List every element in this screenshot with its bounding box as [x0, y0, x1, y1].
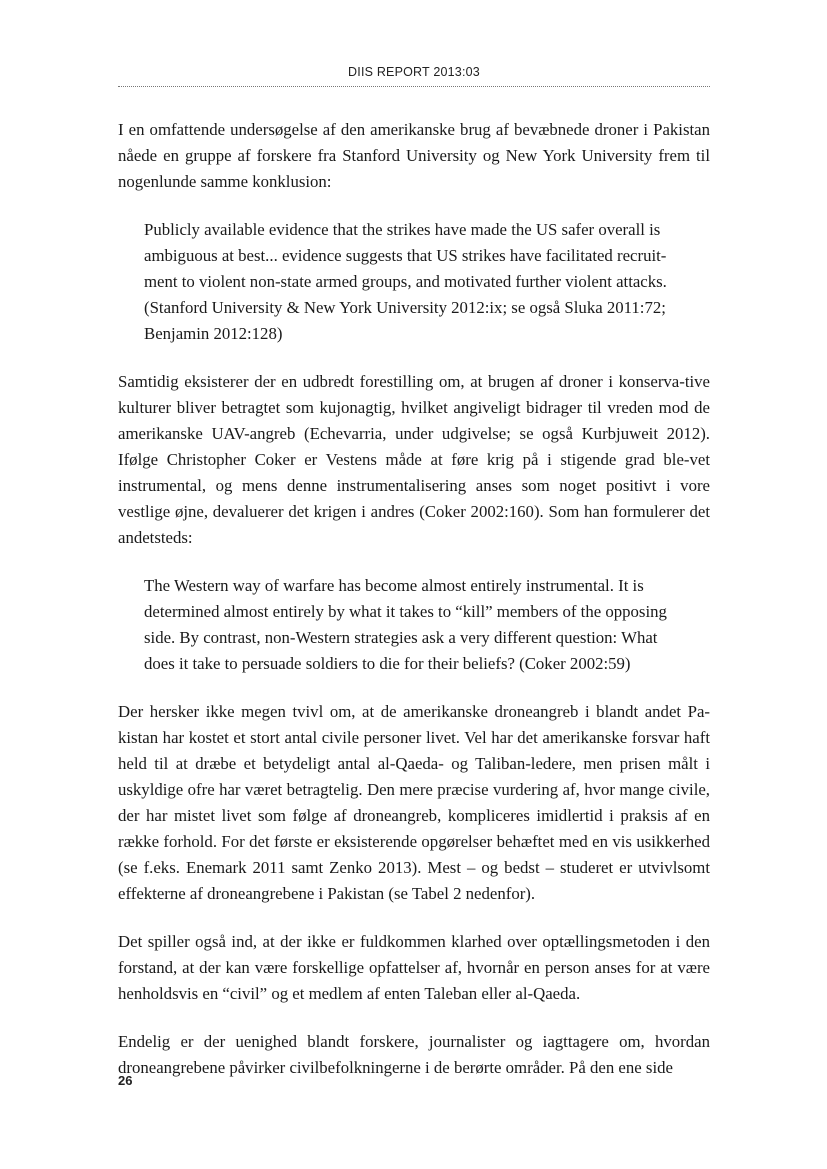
paragraph-4: Det spiller også ind, at der ikke er fuldkommen klarhed over optællingsmetoden i den forstand, at der kan være forskellige opfattelser af, hvornår en person anses for at være henholdsvis en “civil” og et medlem af enten Taleban eller al-Qaeda.: [118, 932, 710, 1003]
paragraph-3: Der hersker ikke megen tvivl om, at de amerikanske droneangreb i blandt andet Pa-kistan har kostet et stort antal civile personer livet. Vel har det amerikanske forsvar haft held til at dræbe et betydeligt antal al-Qaeda- og Taliban-ledere, men prisen målt i uskyldige ofre har været betragtelig. Den mere præcise vurdering af, hvor mange civile, der har mistet livet som følge af droneangreb, kompliceres imidlertid i praksis af en række forhold. For det første er eksisterende opgørelser behæftet med en vis usikkerhed (se f.eks. Enemark 2011 samt Zenko 2013). Mest – og bedst – studeret er utvivlsomt effekterne af droneangrebene i Pakistan (se Tabel 2 nedenfor).: [118, 702, 710, 903]
paragraph-2: Samtidig eksisterer der en udbredt forestilling om, at brugen af droner i konserva-tive kulturer bliver betragtet som kujonagtig, hvilket angiveligt bidrager til vreden mod de amerikanske UAV-angreb (Echevarria, under udgivelse; se også Kurbjuweit 2012). Ifølge Christopher Coker er Vestens måde at føre krig på i stigende grad ble-vet instrumental, og mens denne instrumentalisering anses som noget positivt i vore vestlige øjne, devaluerer det krigen i andres (Coker 2002:160). Som han formulerer det andetsteds:: [118, 372, 710, 547]
body-text: [118, 117, 710, 1081]
paragraph-1: I en omfattende undersøgelse af den amerikanske brug af bevæbnede droner i Pakistan nåede en gruppe af forskere fra Stanford University og New York University frem til nogenlunde samme konklusion:: [118, 120, 710, 191]
block-quote-1: Publicly available evidence that the strikes have made the US safer overall is ambiguous at best... evidence suggests that US strikes have facilitated recruit-ment to violent non-state armed groups, and motivated further violent attacks. (Stanford University & New York University 2012:ix; se også Sluka 2011:72; Benjamin 2012:128): [144, 220, 667, 343]
running-header-title: DIIS REPORT 2013:03: [348, 65, 480, 79]
block-quote-2: The Western way of warfare has become almost entirely instrumental. It is determined almost entirely by what it takes to “kill” members of the opposing side. By contrast, non-Western strategies ask a very different question: What does it take to persuade soldiers to die for their beliefs? (Coker 2002:59): [144, 576, 667, 673]
paragraph-5: Endelig er der uenighed blandt forskere, journalister og iagttagere om, hvordan droneangrebene påvirker civilbefolkningerne i de berørte områder. På den ene side: [118, 1032, 710, 1077]
running-header: [118, 62, 710, 87]
page-number: 26: [118, 1073, 133, 1088]
